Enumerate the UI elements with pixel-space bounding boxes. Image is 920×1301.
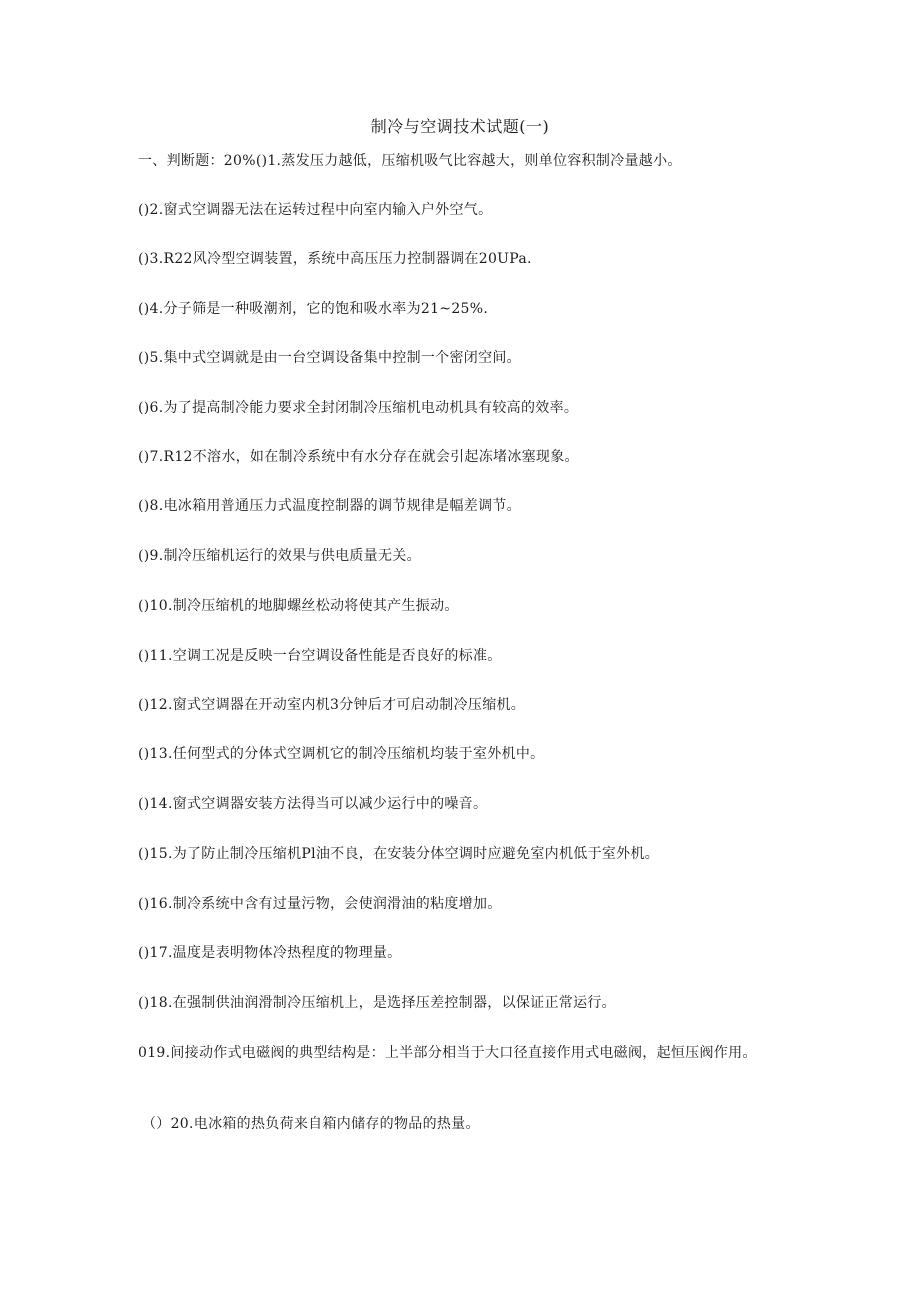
question-9: ()9.制冷压缩机运行的效果与供电质量无关。 xyxy=(138,548,421,564)
question-19: 019.间接动作式电磁阀的典型结构是：上半部分相当于大口径直接作用式电磁阀，起恒压阀作用。 xyxy=(138,1045,757,1061)
question-13: ()13.任何型式的分体式空调机它的制冷压缩机均装于室外机中。 xyxy=(138,746,545,762)
question-18: ()18.在强制供油润滑制冷压缩机上，是选择压差控制器，以保证正常运行。 xyxy=(138,995,616,1011)
question-14: ()14.窗式空调器安装方法得当可以减少运行中的噪音。 xyxy=(138,796,488,812)
question-5: ()5.集中式空调就是由一台空调设备集中控制一个密闭空间。 xyxy=(138,350,521,366)
question-2: ()2.窗式空调器无法在运转过程中向室内输入户外空气。 xyxy=(138,202,493,218)
question-17: ()17.温度是表明物体冷热程度的物理量。 xyxy=(138,945,402,961)
question-15: ()15.为了防止制冷压缩机Pl油不良，在安装分体空调时应避免室内机低于室外机。 xyxy=(138,846,660,862)
question-10: ()10.制冷压缩机的地脚螺丝松动将使其产生振动。 xyxy=(138,598,459,614)
question-1-section-intro: 一、判断题：20%()1.蒸发压力越低，压缩机吸气比容越大，则单位容积制冷量越小。 xyxy=(138,153,682,169)
question-16: ()16.制冷系统中含有过量污物，会使润滑油的粘度增加。 xyxy=(138,896,502,912)
document-title: 制冷与空调技术试题(一) xyxy=(370,117,550,136)
question-11: ()11.空调工况是反映一台空调设备性能是否良好的标准。 xyxy=(138,648,502,664)
question-20: （）20.电冰箱的热负荷来自箱内储存的物品的热量。 xyxy=(142,1116,480,1132)
question-4: ()4.分子筛是一种吸潮剂，它的饱和吸水率为21~25%. xyxy=(138,301,489,317)
question-8: ()8.电冰箱用普通压力式温度控制器的调节规律是幅差调节。 xyxy=(138,498,521,514)
question-6: ()6.为了提高制冷能力要求全封闭制冷压缩机电动机具有较高的效率。 xyxy=(138,400,579,416)
question-7: ()7.R12不溶水，如在制冷系统中有水分存在就会引起冻堵冰塞现象。 xyxy=(138,449,579,465)
question-12: ()12.窗式空调器在开动室内机3分钟后才可启动制冷压缩机。 xyxy=(138,697,526,713)
question-3: ()3.R22风冷型空调装置，系统中高压压力控制器调在20UPa. xyxy=(138,251,532,267)
